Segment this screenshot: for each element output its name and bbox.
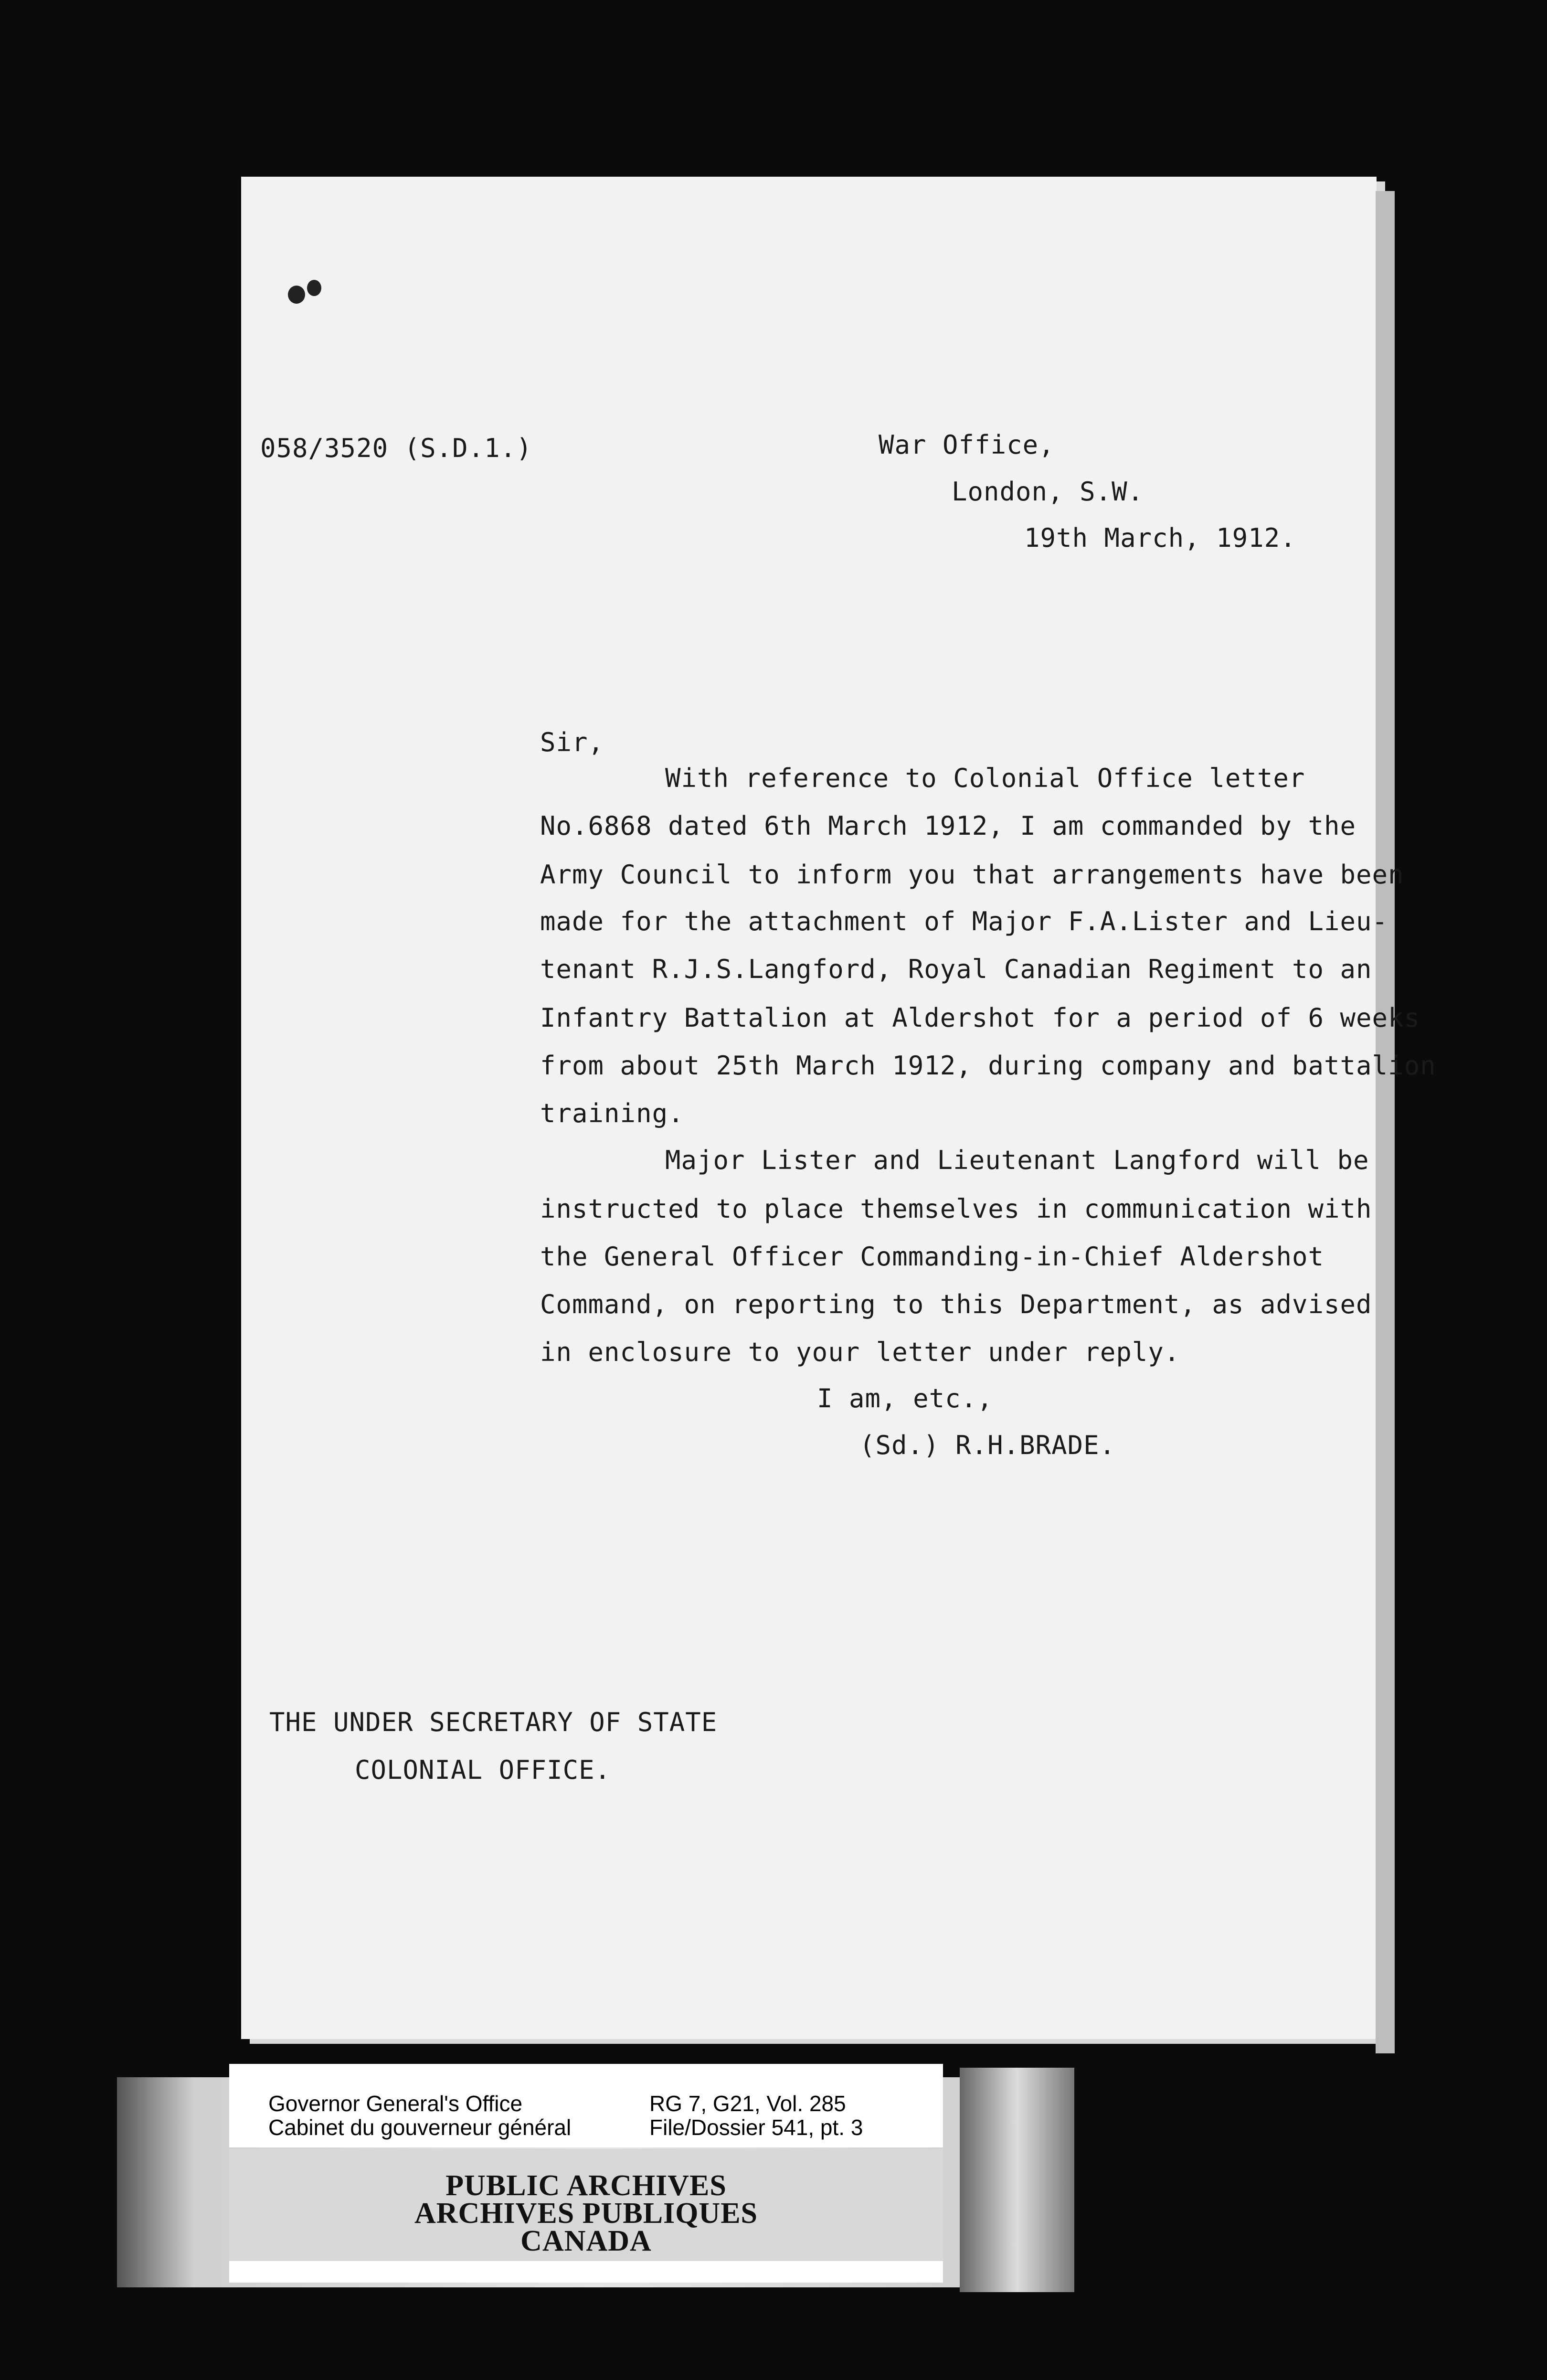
salutation: Sir, <box>540 727 604 757</box>
closing: I am, etc., <box>817 1383 993 1413</box>
archive-reference-label <box>229 2064 943 2147</box>
archives-stamp <box>229 2149 943 2278</box>
mount-strip-edge <box>960 2068 1074 2292</box>
body-line: Major Lister and Lieutenant Langford will be <box>665 1145 1369 1175</box>
stamp-line: CANADA <box>520 2225 652 2257</box>
body-line: training. <box>540 1098 684 1128</box>
body-line: the General Officer Commanding-in-Chief Aldershot <box>540 1242 1324 1272</box>
body-line: No.6868 dated 6th March 1912, I am commanded by the <box>540 811 1356 841</box>
office-name-en: Governor General's Office <box>268 2091 523 2116</box>
office-name-fr: Cabinet du gouverneur général <box>268 2115 572 2140</box>
archive-reference: RG 7, G21, Vol. 285 <box>649 2091 846 2116</box>
stamp-line: ARCHIVES PUBLIQUES <box>414 2197 758 2230</box>
addressee-line: THE UNDER SECRETARY OF STATE <box>269 1707 718 1737</box>
sender-address-line: London, S.W. <box>952 477 1144 507</box>
body-line: Army Council to inform you that arrangements have been <box>540 860 1404 890</box>
body-line: Infantry Battalion at Aldershot for a period of 6 weeks <box>540 1003 1420 1033</box>
body-line: from about 25th March 1912, during company and battalion <box>540 1051 1436 1081</box>
paper-edge <box>1376 191 1395 2053</box>
body-line: Command, on reporting to this Department, as advised <box>540 1289 1372 1319</box>
signature: (Sd.) R.H.BRADE. <box>859 1430 1116 1460</box>
body-line: in enclosure to your letter under reply. <box>540 1337 1180 1367</box>
letter-date: 19th March, 1912. <box>1024 523 1296 553</box>
body-line: made for the attachment of Major F.A.Lister and Lieu- <box>540 906 1388 936</box>
punch-mark <box>307 280 321 296</box>
body-line: instructed to place themselves in communication with <box>540 1194 1372 1224</box>
addressee-line: COLONIAL OFFICE. <box>355 1755 611 1785</box>
archive-file: File/Dossier 541, pt. 3 <box>649 2115 863 2140</box>
stamp-line: PUBLIC ARCHIVES <box>445 2169 727 2202</box>
letter-reference: 058/3520 (S.D.1.) <box>260 433 532 463</box>
body-line: With reference to Colonial Office letter <box>665 763 1305 793</box>
punch-mark <box>288 286 305 304</box>
body-line: tenant R.J.S.Langford, Royal Canadian Regiment to an <box>540 954 1372 984</box>
label-bottom-bar <box>229 2261 943 2283</box>
sender-address-line: War Office, <box>879 430 1055 460</box>
